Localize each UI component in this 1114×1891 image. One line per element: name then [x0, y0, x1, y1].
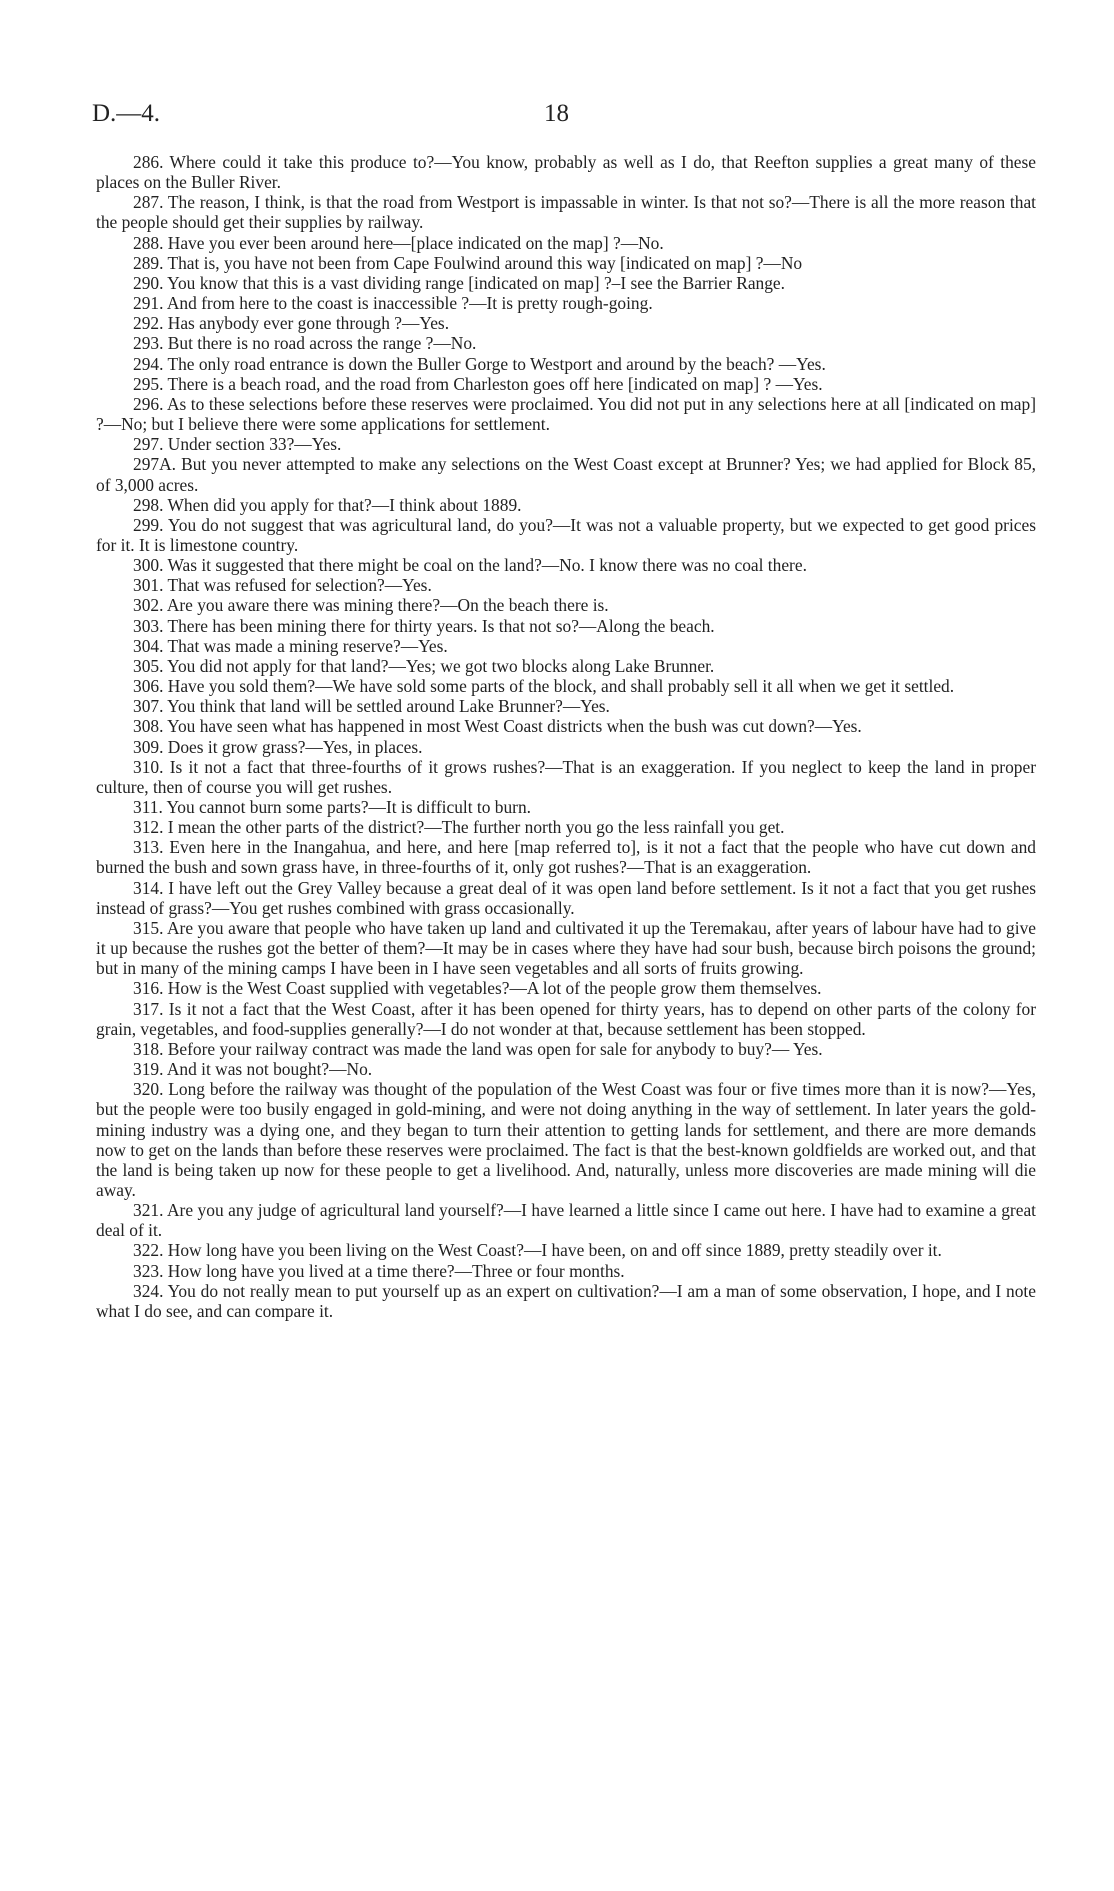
paragraph: 288. Have you ever been around here—[place indicated on the map] ?—No.	[133, 232, 664, 253]
paragraph: 317. Is it not a fact that the West Coast, after it has been opened for thirty years, has to depend on other parts of the colony for grain, vegetables, and food-supplies generally?—I do not wonder at that, because settlement has been stopped.	[96, 998, 1036, 1039]
paragraph: 313. Even here in the Inangahua, and here, and here [map referred to], is it not a fact that the people who have cut down and burned the bush and sown grass have, in three-fourths of it, only got rushes?—That is an exaggeration.	[96, 837, 1036, 878]
paragraph: 289. That is, you have not been from Cape Foulwind around this way [indicated on map] ?—No	[133, 252, 803, 273]
paragraph: 304. That was made a mining reserve?—Yes.	[133, 635, 448, 656]
paragraph: 300. Was it suggested that there might be coal on the land?—No. I know there was no coal there.	[133, 555, 807, 576]
paragraph: 299. You do not suggest that was agricultural land, do you?—It was not a valuable property, but we expected to get good prices for it. It is limestone country.	[96, 514, 1036, 555]
paragraph: 310. Is it not a fact that three-fourths of it grows rushes?—That is an exaggeration. If you neglect to keep the land in proper culture, then of course you will get rushes.	[96, 756, 1036, 797]
document-reference: D.—4.	[92, 100, 161, 127]
paragraph: 315. Are you aware that people who have taken up land and cultivated it up the Teremakau, after years of labour have had to give it up because the rushes got the better of them?—It may be in cases where they have had sour bush, because birch poisons the ground; but in many of the mining camps I have been in I have seen vegetables and all sorts of fruits growing.	[96, 917, 1036, 979]
paragraph: 303. There has been mining there for thirty years. Is that not so?—Along the beach.	[133, 615, 715, 636]
paragraph: 294. The only road entrance is down the Buller Gorge to Westport and around by the beach? —Yes.	[133, 353, 826, 374]
paragraph: 312. I mean the other parts of the district?—The further north you go the less rainfall you get.	[133, 817, 785, 838]
paragraph: 309. Does it grow grass?—Yes, in places.	[133, 736, 423, 757]
page-number: 18	[544, 100, 569, 127]
paragraph: 322. How long have you been living on the West Coast?—I have been, on and off since 1889, pretty steadily over it.	[133, 1240, 942, 1261]
paragraph: 297. Under section 33?—Yes.	[133, 434, 342, 455]
paragraph: 295. There is a beach road, and the road from Charleston goes off here [indicated on map] ? —Yes.	[133, 373, 823, 394]
paragraph: 296. As to these selections before these reserves were proclaimed. You did not put in any selections here at all [indicated on map] ?—No; but I believe there were some applications for settlement.	[96, 393, 1036, 435]
paragraph: 323. How long have you lived at a time there?—Three or four months.	[133, 1260, 625, 1281]
paragraph: 320. Long before the railway was thought of the population of the West Coast was four or five times more than it is now?—Yes, but the people were too busily engaged in gold-mining, and were not doing anything in the way of settlement. In later years the gold-mining industry was a dying one, and they began to turn their attention to getting lands for settlement, and there are more demands now to get on the lands than before these reserves were proclaimed. The fact is that the best-known goldfields are worked out, and that the land is being taken up now for these people to get a livelihood. And, naturally, unless more discoveries are made mining will die away.	[96, 1079, 1036, 1200]
paragraph: 311. You cannot burn some parts?—It is difficult to burn.	[133, 797, 532, 817]
paragraph: 287. The reason, I think, is that the road from Westport is impassable in winter. Is that not so?—There is all the more reason that the people should get their supplies by railway.	[96, 192, 1036, 233]
paragraph: 290. You know that this is a vast dividing range [indicated on map] ?–I see the Barrier Range.	[133, 272, 786, 293]
paragraph: 291. And from here to the coast is inaccessible ?—It is pretty rough-going.	[133, 293, 653, 314]
paragraph: 324. You do not really mean to put yourself up as an expert on cultivation?—I am a man of some observation, I hope, and I note what I do see, and can compare it.	[96, 1280, 1036, 1321]
document-body	[96, 152, 1036, 1321]
paragraph: 292. Has anybody ever gone through ?—Yes.	[133, 313, 450, 334]
paragraph: 286. Where could it take this produce to?—You know, probably as well as I do, that Reefton supplies a great many of these places on the Buller River.	[96, 152, 1036, 193]
paragraph: 321. Are you any judge of agricultural land yourself?—I have learned a little since I came out here. I have had to examine a great deal of it.	[96, 1200, 1036, 1241]
paragraph: 293. But there is no road across the range ?—No.	[133, 333, 477, 354]
paragraph: 305. You did not apply for that land?—Yes; we got two blocks along Lake Brunner.	[133, 655, 715, 676]
paragraph: 316. How is the West Coast supplied with vegetables?—A lot of the people grow them themselves.	[133, 978, 822, 999]
paragraph: 318. Before your railway contract was made the land was open for sale for anybody to buy?— Yes.	[133, 1038, 823, 1059]
paragraph: 301. That was refused for selection?—Yes.	[133, 575, 432, 596]
paragraph: 308. You have seen what has happened in most West Coast districts when the bush was cut down?—Yes.	[133, 716, 862, 737]
page-header	[92, 100, 1030, 134]
paragraph: 314. I have left out the Grey Valley because a great deal of it was open land before settlement. Is it not a fact that you get rushes instead of grass?—You get rushes combined with grass occasionally.	[96, 877, 1036, 918]
paragraph: 319. And it was not bought?—No.	[133, 1059, 373, 1080]
paragraph: 298. When did you apply for that?—I think about 1889.	[133, 494, 522, 515]
paragraph: 302. Are you aware there was mining there?—On the beach there is.	[133, 595, 609, 616]
paragraph: 307. You think that land will be settled around Lake Brunner?—Yes.	[133, 696, 610, 717]
paragraph: 306. Have you sold them?—We have sold some parts of the block, and shall probably sell it all when we get it settled.	[133, 676, 955, 697]
paragraph: 297A. But you never attempted to make any selections on the West Coast except at Brunner? Yes; we had applied for Block 85, of 3,000 acres.	[96, 454, 1036, 495]
